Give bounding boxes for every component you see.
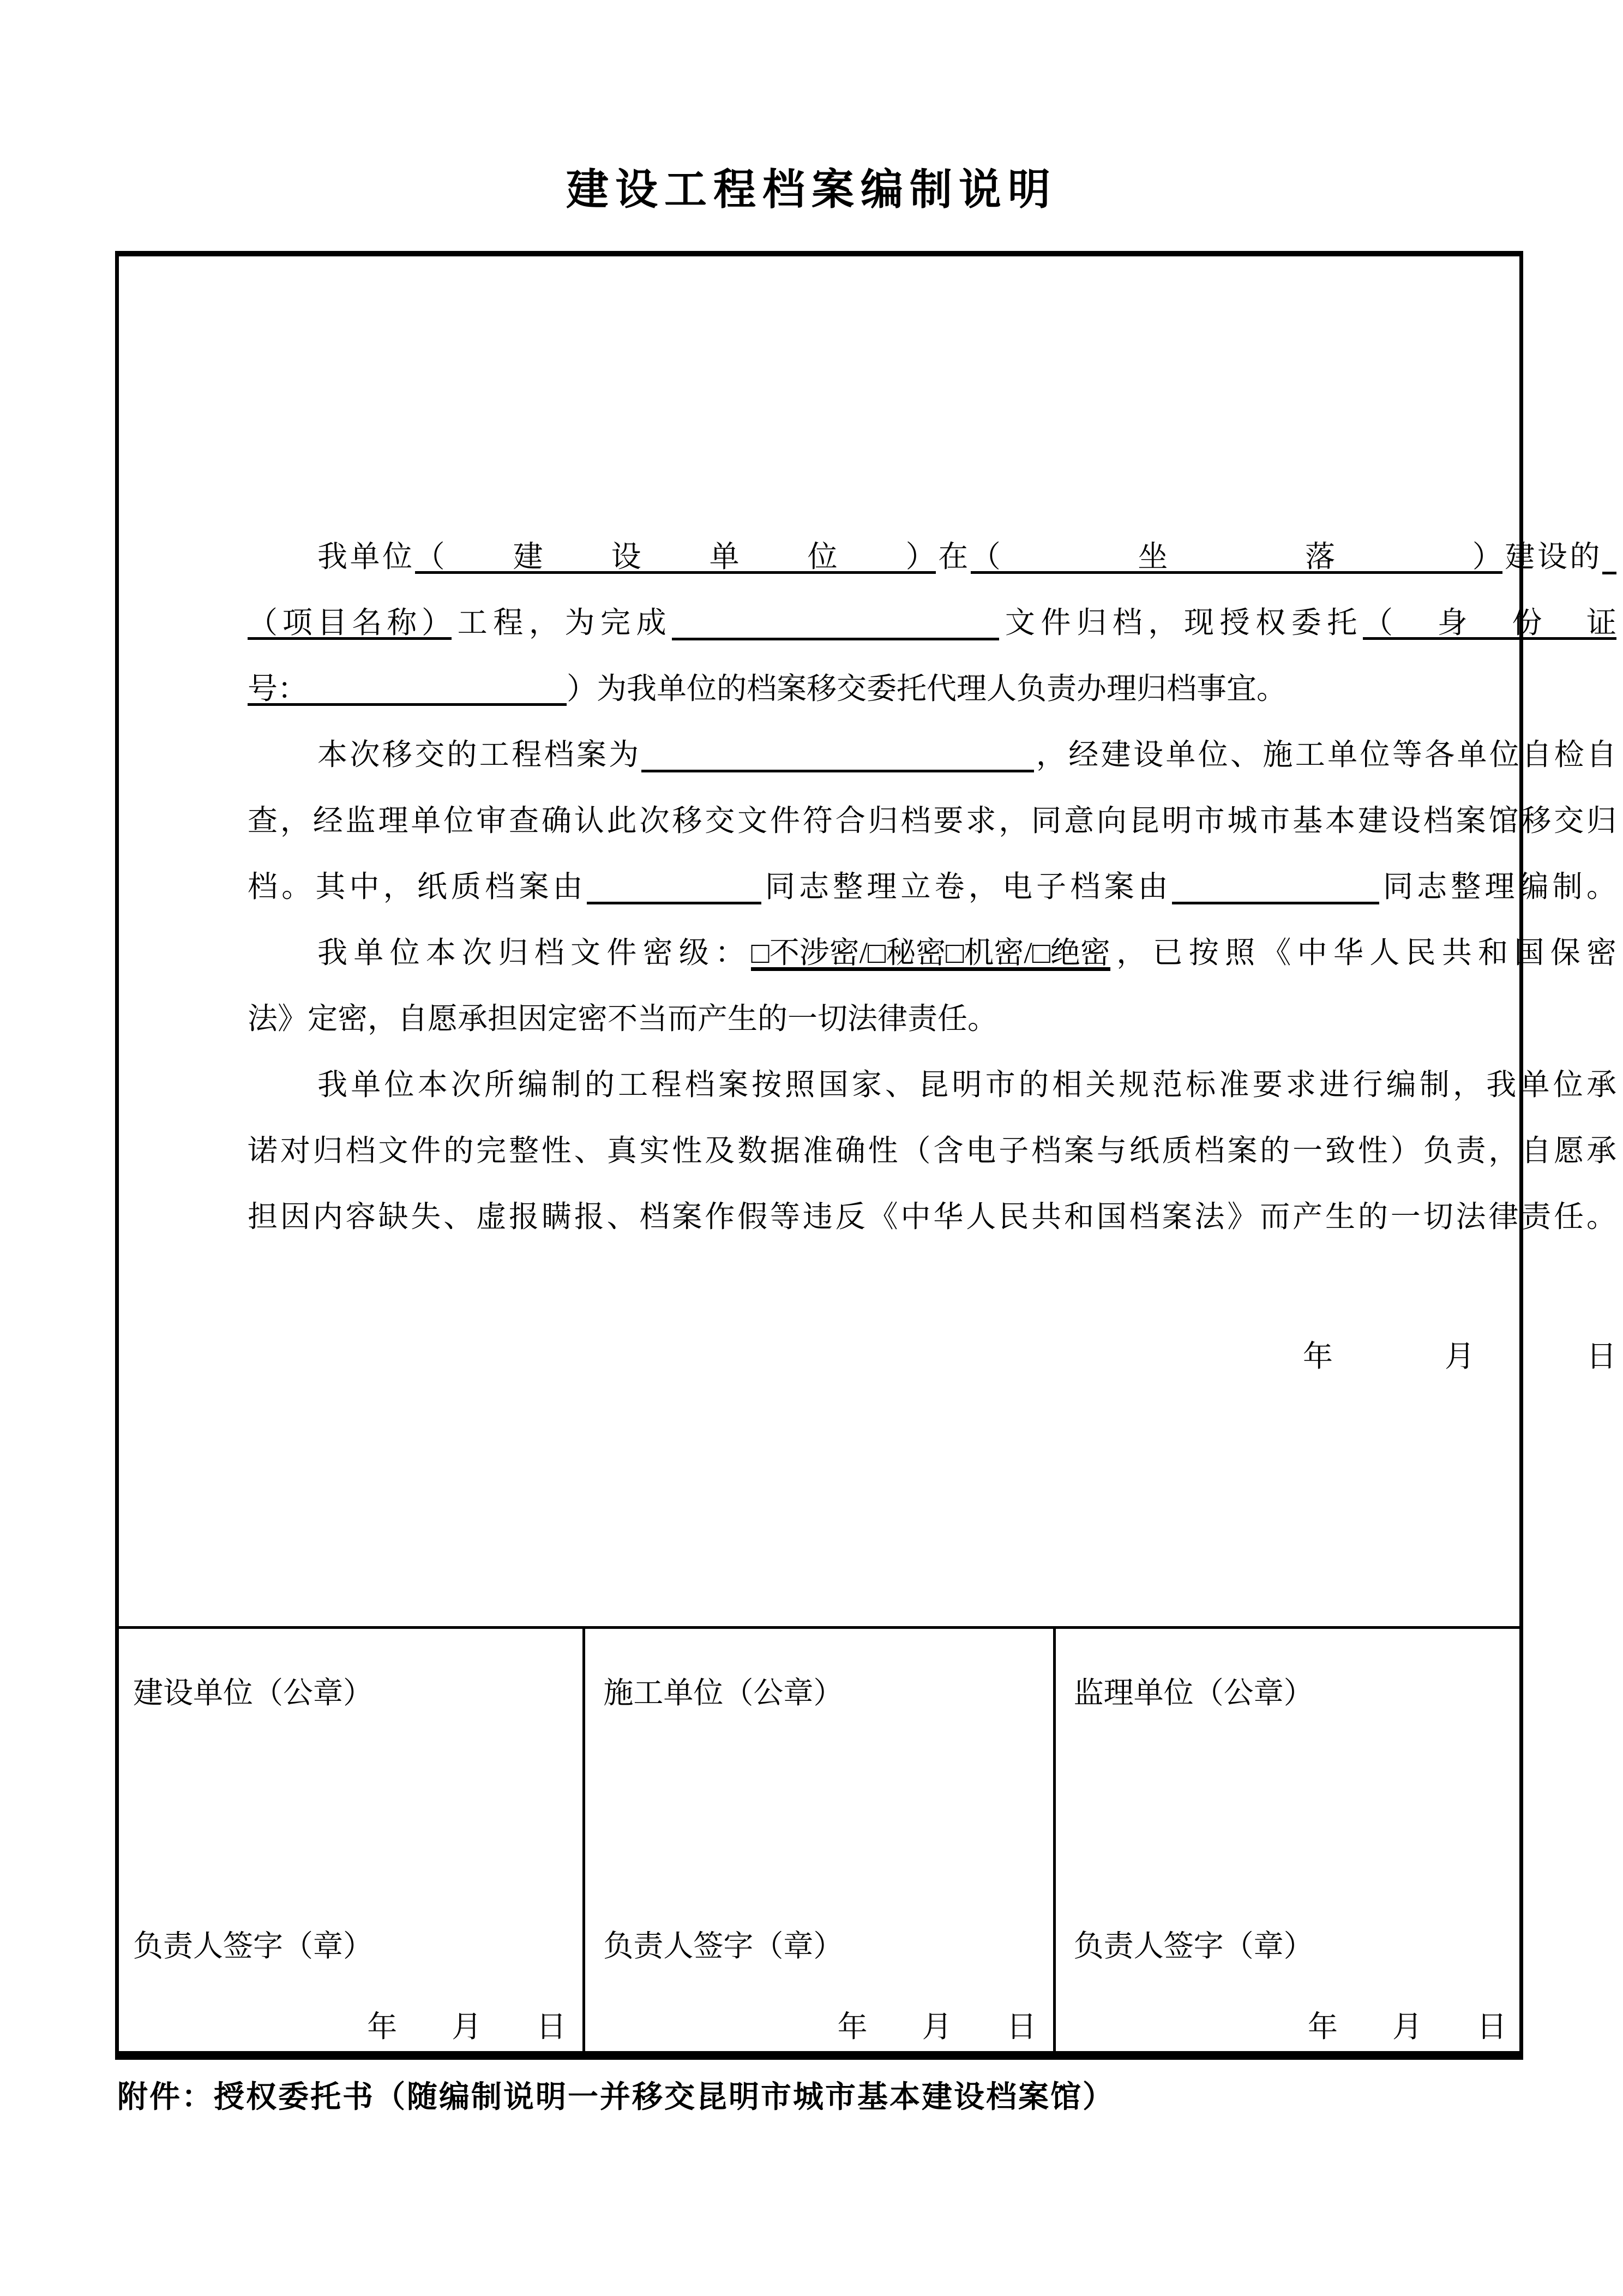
form-body-text — [248, 524, 1616, 1250]
year-label: 年 — [837, 2010, 868, 2043]
form-line — [248, 854, 1616, 920]
form-line — [248, 1052, 1616, 1118]
label-commitment-2: 诺对归档文件的完整性、真实性及数据准确性（含电子档案与纸质档案的一致性）负责，自愿承 — [248, 1134, 1616, 1167]
label-agent-duty: ）为我单位的档案移交委托代理人负责办理归档事宜。 — [567, 672, 1287, 705]
form-title: 建设工程档案编制说明 — [566, 166, 1057, 213]
label-our-unit: 我单位 — [317, 540, 415, 573]
sig-col-construction-unit — [115, 1629, 582, 2051]
day-label: 日 — [1006, 2010, 1037, 2043]
attachment-note: 附件：授权委托书（随编制说明一并移交昆明市城市基本建设档案馆） — [117, 2081, 1115, 2114]
form-line — [248, 524, 1616, 590]
day-label: 日 — [1586, 1340, 1616, 1373]
label-built: 建设的 — [1502, 540, 1602, 573]
form-line — [248, 1118, 1616, 1184]
blank-archive-scope[interactable] — [672, 609, 999, 640]
form-line — [248, 788, 1616, 854]
label-compiled-by: 同志整理编制。 — [1379, 870, 1616, 903]
blank-construction-unit[interactable]: （建设单位） — [414, 540, 936, 573]
blank-paper-archivist[interactable] — [587, 873, 761, 904]
sig-col-contractor-unit — [582, 1629, 1053, 2051]
blank-digital-archivist[interactable] — [1172, 873, 1379, 904]
contractor-unit-stamp-label: 施工单位（公章） — [603, 1676, 844, 1710]
label-secrecy-law-1: ，已按照《中华人民共和国保密 — [1110, 936, 1616, 969]
form-line — [248, 986, 1616, 1052]
label-commitment-1: 我单位本次所编制的工程档案按照国家、昆明市的相关规范标准要求进行编制，我单位承 — [317, 1068, 1616, 1101]
construction-unit-stamp-label: 建设单位（公章） — [133, 1676, 374, 1710]
blank-agent-name[interactable]: （身份证 — [1363, 606, 1616, 639]
day-label: 日 — [1476, 2010, 1507, 2043]
year-label: 年 — [367, 2010, 398, 2043]
supervision-unit-signer-label: 负责人签字（章） — [1073, 1929, 1314, 1963]
month-label: 月 — [922, 2010, 952, 2043]
month-label: 月 — [1444, 1340, 1475, 1373]
blank-archive-name[interactable] — [641, 741, 1034, 772]
security-level-options[interactable]: □不涉密/□秘密□机密/□绝密 — [751, 939, 1110, 971]
supervision-unit-date-line — [1308, 2011, 1507, 2043]
label-digital-archive: 同志整理立卷，电子档案由 — [761, 870, 1172, 903]
contractor-unit-signer-label: 负责人签字（章） — [603, 1929, 844, 1963]
month-label: 月 — [1392, 2010, 1422, 2043]
label-self-check: ，经建设单位、施工单位等各单位自检自 — [1033, 738, 1616, 771]
signature-table — [115, 1626, 1523, 2051]
sig-col-supervision-unit — [1053, 1629, 1523, 2051]
label-project-complete: 工程，为完成 — [452, 606, 672, 639]
form-line — [248, 920, 1616, 986]
form-line — [248, 590, 1616, 656]
label-secrecy-law-2: 法》定密，自愿承担因定密不当而产生的一切法律责任。 — [248, 1002, 998, 1035]
month-label: 月 — [452, 2010, 482, 2043]
contractor-unit-date-line — [838, 2011, 1037, 2043]
label-supervision-review: 查，经监理单位审查确认此次移交文件符合归档要求，同意向昆明市城市基本建设档案馆移交归 — [248, 804, 1616, 837]
construction-unit-date-line — [367, 2011, 566, 2043]
year-label: 年 — [1302, 1340, 1333, 1373]
label-paper-archive: 档。其中，纸质档案由 — [248, 870, 587, 903]
label-commitment-3: 担因内容缺失、虚报瞒报、档案作假等违反《中华人民共和国档案法》而产生的一切法律责任。 — [248, 1200, 1616, 1233]
construction-unit-signer-label: 负责人签字（章） — [133, 1929, 374, 1963]
label-security-level: 我单位本次归档文件密级： — [317, 936, 752, 969]
main-date-line — [248, 1323, 1616, 1389]
supervision-unit-stamp-label: 监理单位（公章） — [1073, 1676, 1314, 1710]
day-label: 日 — [536, 2010, 567, 2043]
blank-project-name[interactable]: （项目名称） — [248, 606, 452, 639]
blank-id-number[interactable]: 号： — [248, 675, 567, 706]
year-label: 年 — [1307, 2010, 1338, 2043]
blank-location[interactable]: （坐落） — [970, 540, 1502, 573]
blank-continuation[interactable] — [1602, 543, 1616, 574]
label-authorize: 文件归档，现授权委托 — [999, 606, 1363, 639]
label-at: 在 — [935, 540, 971, 573]
form-line — [248, 656, 1616, 722]
form-line — [248, 1184, 1616, 1250]
label-transfer-archive: 本次移交的工程档案为 — [317, 738, 641, 771]
form-line — [248, 722, 1616, 788]
